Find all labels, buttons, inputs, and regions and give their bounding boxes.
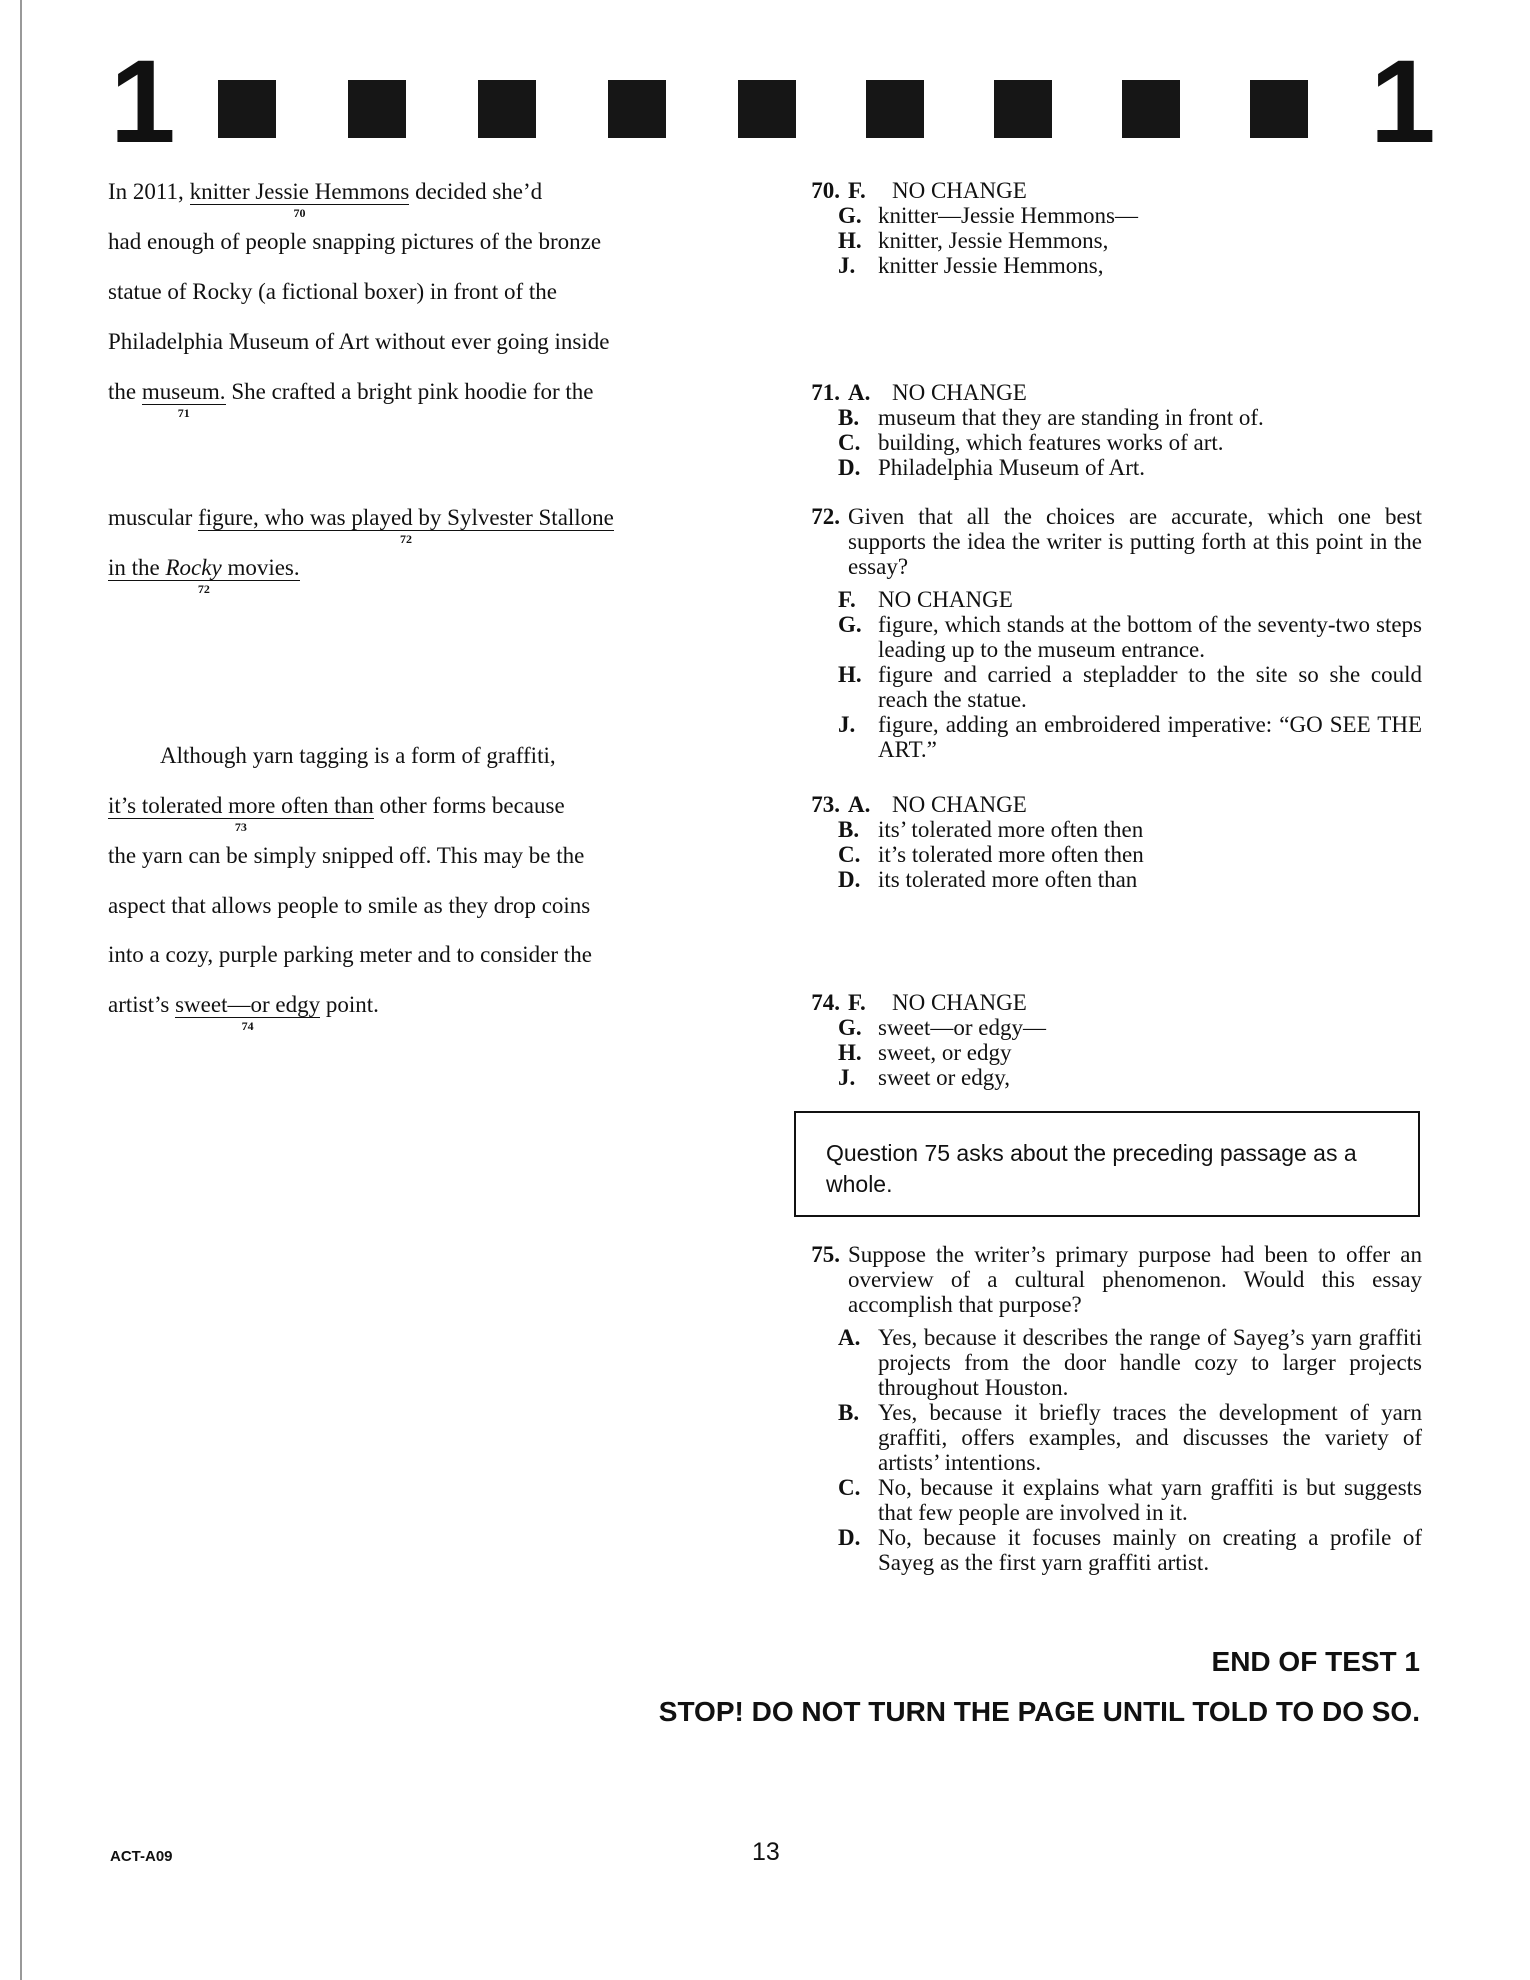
option-letter: B. xyxy=(838,1400,860,1425)
answer-option[interactable] xyxy=(792,380,1422,405)
header-square xyxy=(348,80,406,138)
option-text: sweet, or edgy xyxy=(878,1040,1012,1065)
option-text: figure and carried a stepladder to the site so she could reach the statue. xyxy=(878,662,1422,712)
option-text: knitter, Jessie Hemmons, xyxy=(878,228,1109,253)
answer-option[interactable] xyxy=(792,842,1422,867)
answer-option[interactable] xyxy=(792,792,1422,817)
option-letter: A. xyxy=(848,792,871,817)
option-text: NO CHANGE xyxy=(892,380,1027,405)
passage-text: other forms because xyxy=(373,793,565,818)
question-75 xyxy=(792,1242,1422,1575)
option-letter: J. xyxy=(838,712,856,737)
option-letter: D. xyxy=(838,455,861,480)
question-number: 71. xyxy=(811,380,840,405)
option-letter: F. xyxy=(848,178,866,203)
option-text: its tolerated more often than xyxy=(878,867,1138,892)
answer-option[interactable] xyxy=(792,612,1422,662)
question-74 xyxy=(792,990,1422,1090)
answer-option[interactable] xyxy=(792,1525,1422,1575)
passage-line: Philadelphia Museum of Art without ever going inside xyxy=(108,329,610,354)
question-72 xyxy=(792,504,1422,762)
header-square xyxy=(218,80,276,138)
passage-line: aspect that allows people to smile as they drop coins xyxy=(108,893,591,918)
question-number: 73. xyxy=(811,792,840,817)
passage-line: Although yarn tagging is a form of graffiti, xyxy=(160,743,556,768)
answer-option[interactable] xyxy=(792,405,1422,430)
question-ref-number: 74 xyxy=(241,1019,254,1033)
passage-text: artist’s xyxy=(108,992,176,1017)
option-letter: A. xyxy=(838,1325,861,1350)
header-square xyxy=(866,80,924,138)
notice-box xyxy=(794,1111,1420,1217)
option-letter: D. xyxy=(838,867,861,892)
passage-text: She crafted a bright pink hoodie for the xyxy=(225,379,594,404)
option-letter: B. xyxy=(838,817,860,842)
question-73 xyxy=(792,792,1422,892)
passage-line xyxy=(108,792,565,834)
answer-option[interactable] xyxy=(792,178,1422,203)
option-text: NO CHANGE xyxy=(878,587,1013,612)
underlined-text: sweet—or edgy xyxy=(175,992,321,1017)
option-text: No, because it focuses mainly on creating a profile of Sayeg as the first yarn graffiti artist. xyxy=(878,1525,1422,1575)
passage-text: point. xyxy=(320,992,379,1017)
option-letter: G. xyxy=(838,203,862,228)
passage-line xyxy=(108,178,543,220)
answer-option[interactable] xyxy=(792,228,1422,253)
option-letter: C. xyxy=(838,430,861,455)
answer-option[interactable] xyxy=(792,430,1422,455)
option-text: NO CHANGE xyxy=(892,990,1027,1015)
passage-text: In 2011, xyxy=(108,179,190,204)
answer-option[interactable] xyxy=(792,1400,1422,1475)
stop-instruction: STOP! DO NOT TURN THE PAGE UNTIL TOLD TO DO SO. xyxy=(658,1696,1420,1727)
underlined-text: figure, who was played by Sylvester Stallone xyxy=(198,505,614,530)
movie-title: Rocky xyxy=(165,555,222,580)
underlined-portion-72 xyxy=(108,555,300,596)
question-number: 75. xyxy=(811,1242,840,1267)
answer-option[interactable] xyxy=(792,1040,1422,1065)
option-letter: J. xyxy=(838,1065,856,1090)
answer-option[interactable] xyxy=(792,1065,1422,1090)
question-ref-number: 73 xyxy=(234,820,247,834)
option-text: building, which features works of art. xyxy=(878,430,1224,455)
answer-option[interactable] xyxy=(792,817,1422,842)
option-text: NO CHANGE xyxy=(892,178,1027,203)
passage-line: into a cozy, purple parking meter and to consider the xyxy=(108,942,592,967)
option-text: Yes, because it briefly traces the development of yarn graffiti, offers examples, and discusses the variety of artists’ intentions. xyxy=(878,1400,1422,1475)
underlined-portion-73 xyxy=(108,793,374,834)
question-ref-number: 71 xyxy=(177,406,190,420)
passage-line: the yarn can be simply snipped off. This may be the xyxy=(108,843,585,868)
underlined-portion-72 xyxy=(198,505,614,546)
option-text: Philadelphia Museum of Art. xyxy=(878,455,1146,480)
form-code: ACT-A09 xyxy=(110,1848,173,1865)
section-number-left: 1 xyxy=(110,36,176,168)
answer-option[interactable] xyxy=(792,587,1422,612)
notice-text: Question 75 asks about the preceding passage as a whole. xyxy=(826,1140,1357,1197)
question-number: 72. xyxy=(811,504,840,529)
end-of-test-heading: END OF TEST 1 xyxy=(1211,1646,1420,1677)
option-text: No, because it explains what yarn graffiti is but suggests that few people are involved in it. xyxy=(878,1475,1422,1525)
option-letter: D. xyxy=(838,1525,861,1550)
option-letter: G. xyxy=(838,612,862,637)
answer-option[interactable] xyxy=(792,1325,1422,1400)
option-text: figure, which stands at the bottom of the seventy-two steps leading up to the museum entrance. xyxy=(878,612,1422,662)
question-ref-number: 72 xyxy=(197,582,210,596)
underlined-portion-74 xyxy=(175,992,321,1033)
option-text: sweet or edgy, xyxy=(878,1065,1010,1090)
underlined-text: knitter Jessie Hemmons xyxy=(189,179,410,204)
section-number-right: 1 xyxy=(1370,36,1436,168)
passage-text: the xyxy=(108,379,142,404)
option-text: figure, adding an embroidered imperative: “GO SEE THE ART.” xyxy=(878,712,1422,762)
passage-line xyxy=(108,991,379,1033)
header-square xyxy=(1250,80,1308,138)
answer-option[interactable] xyxy=(792,1015,1422,1040)
header-square xyxy=(608,80,666,138)
answer-option[interactable] xyxy=(792,990,1422,1015)
passage-text: muscular xyxy=(108,505,199,530)
option-letter: C. xyxy=(838,1475,861,1500)
option-letter: H. xyxy=(838,228,862,253)
header-square xyxy=(994,80,1052,138)
option-letter: F. xyxy=(838,587,856,612)
question-number: 74. xyxy=(811,990,840,1015)
option-text: its’ tolerated more often then xyxy=(878,817,1144,842)
passage-line xyxy=(108,554,300,596)
passage-text: decided she’d xyxy=(409,179,543,204)
question-71 xyxy=(792,380,1422,480)
option-letter: J. xyxy=(838,253,856,278)
underlined-portion-71 xyxy=(141,379,226,420)
answer-option[interactable] xyxy=(792,203,1422,228)
underlined-text: it’s tolerated more often than xyxy=(108,793,374,818)
option-text: Yes, because it describes the range of Sayeg’s yarn graffiti projects from the door handle cozy to larger projects throughout Houston. xyxy=(878,1325,1422,1400)
option-text: it’s tolerated more often then xyxy=(878,842,1144,867)
question-stem: Suppose the writer’s primary purpose had been to offer an overview of a cultural phenomenon. Would this essay accomplish that purpose? xyxy=(848,1242,1422,1317)
underlined-text: museum. xyxy=(141,379,226,404)
underlined-portion-70 xyxy=(189,179,410,220)
option-text: sweet—or edgy— xyxy=(878,1015,1046,1040)
option-letter: C. xyxy=(838,842,861,867)
answer-option[interactable] xyxy=(792,867,1422,892)
option-text: knitter—Jessie Hemmons— xyxy=(878,203,1138,228)
answer-option[interactable] xyxy=(792,712,1422,762)
question-ref-number: 72 xyxy=(399,532,412,546)
scan-edge-line xyxy=(20,0,22,1980)
option-letter: G. xyxy=(838,1015,862,1040)
passage-line: statue of Rocky (a fictional boxer) in front of the xyxy=(108,279,557,304)
option-letter: H. xyxy=(838,662,862,687)
option-letter: B. xyxy=(838,405,860,430)
underlined-text: in the xyxy=(108,555,166,580)
header-square xyxy=(478,80,536,138)
passage-line xyxy=(108,504,614,546)
option-letter: H. xyxy=(838,1040,862,1065)
question-stem: Given that all the choices are accurate, which one best supports the idea the writer is putting forth at this point in the essay? xyxy=(848,504,1422,579)
answer-option[interactable] xyxy=(792,1475,1422,1525)
question-number: 70. xyxy=(811,178,840,203)
answer-option[interactable] xyxy=(792,455,1422,480)
answer-option[interactable] xyxy=(792,253,1422,278)
header-square xyxy=(1122,80,1180,138)
option-text: NO CHANGE xyxy=(892,792,1027,817)
passage-line xyxy=(108,378,594,420)
underlined-text: movies. xyxy=(221,555,300,580)
question-70 xyxy=(792,178,1422,278)
passage-line: had enough of people snapping pictures of the bronze xyxy=(108,229,602,254)
option-letter: A. xyxy=(848,380,871,405)
option-text: knitter Jessie Hemmons, xyxy=(878,253,1104,278)
option-text: museum that they are standing in front of. xyxy=(878,405,1264,430)
question-ref-number: 70 xyxy=(293,206,306,220)
header-square xyxy=(738,80,796,138)
option-letter: F. xyxy=(848,990,866,1015)
answer-option[interactable] xyxy=(792,662,1422,712)
page-number: 13 xyxy=(752,1838,780,1866)
